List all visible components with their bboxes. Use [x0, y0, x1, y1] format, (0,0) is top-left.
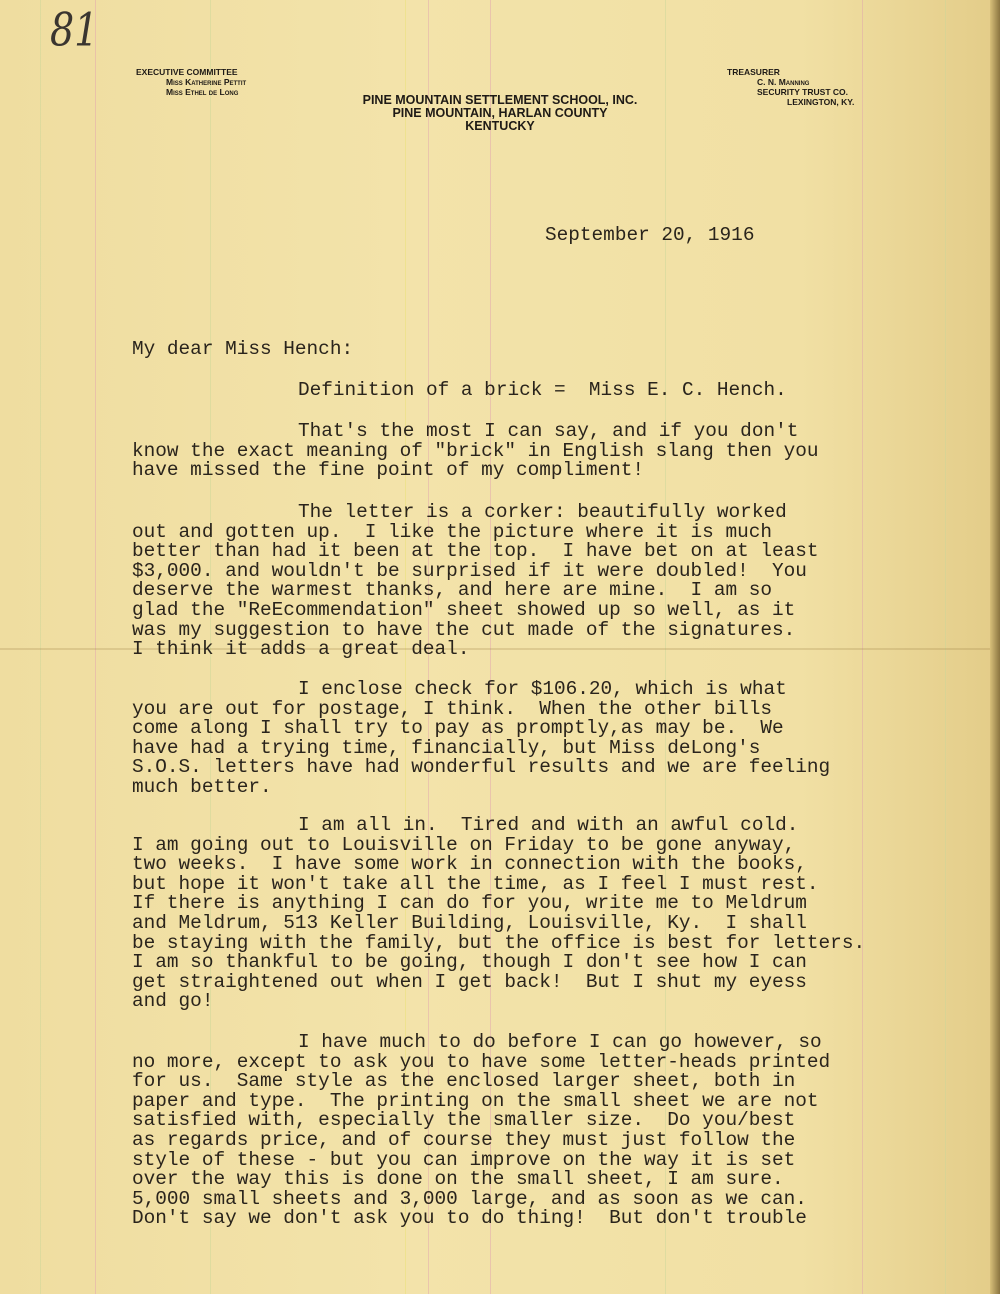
text-line: better than had it been at the top. I have bet on at least: [132, 540, 819, 563]
text-line: and Meldrum, 513 Keller Building, Louisville, Ky. I shall: [132, 911, 807, 934]
committee-title: EXECUTIVE COMMITTEE: [136, 67, 238, 77]
letterhead-treasurer: [727, 67, 854, 107]
text-line: I am going out to Louisville on Friday to be gone anyway,: [132, 833, 796, 856]
committee-member: Miss Ethel de Long: [166, 87, 239, 97]
text-line: The letter is a corker: beautifully worked: [298, 501, 787, 523]
text-line: as regards price, and of course they must just follow the: [132, 1128, 796, 1151]
text-line: two weeks. I have some work in connection with the books,: [132, 853, 807, 876]
text-line: much better.: [132, 775, 272, 798]
text-line: That's the most I can say, and if you don't: [298, 420, 799, 442]
paragraph-2: [132, 503, 819, 660]
text-line: no more, except to ask you to have some letter-heads printed: [132, 1050, 831, 1073]
treasurer-name: C. N. Manning: [757, 77, 810, 87]
text-line: over the way this is done on the small sheet, I am sure.: [132, 1168, 784, 1191]
text-line: I think it adds a great deal.: [132, 638, 470, 661]
text-line: deserve the warmest thanks, and here are mine. I am so: [132, 579, 772, 602]
text-line: but hope it won't take all the time, as I feel I must rest.: [132, 872, 819, 895]
text-line: have missed the fine point of my compliment!: [132, 459, 644, 482]
paper-edge: [990, 0, 1000, 1294]
page-number-handwritten: 81: [50, 3, 99, 57]
text-line: style of these - but you can improve on the way it is set: [132, 1148, 796, 1171]
paragraph-5: [132, 1033, 830, 1229]
text-line: get straightened out when I get back! But I shut my eyess: [132, 970, 807, 993]
paragraph-3: [132, 680, 830, 798]
treasurer-bank: SECURITY TRUST CO.: [757, 87, 848, 97]
treasurer-city: LEXINGTON, KY.: [787, 97, 855, 107]
text-line: satisfied with, especially the smaller size. Do you/best: [132, 1109, 796, 1132]
text-line: out and gotten up. I like the picture where it is much: [132, 520, 772, 543]
text-line: come along I shall try to pay as promptly,as may be. We: [132, 717, 784, 740]
text-line: have had a trying time, financially, but Miss deLong's: [132, 736, 761, 759]
org-name: PINE MOUNTAIN SETTLEMENT SCHOOL, INC.: [362, 93, 638, 107]
org-state: KENTUCKY: [465, 119, 535, 133]
text-line: was my suggestion to have the cut made of the signatures.: [132, 618, 796, 641]
text-line: be staying with the family, but the office is best for letters.: [132, 931, 866, 954]
text-line: paper and type. The printing on the small sheet we are not: [132, 1089, 819, 1112]
committee-member: Miss Katherine Pettit: [166, 77, 247, 87]
paragraph-1: [132, 422, 819, 481]
text-line: for us. Same style as the enclosed larger sheet, both in: [132, 1070, 796, 1093]
text-line: S.O.S. letters have had wonderful results and we are feeling: [132, 756, 831, 779]
text-line: know the exact meaning of "brick" in English slang then you: [132, 439, 819, 462]
paragraph-4: [132, 816, 865, 1012]
text-line: glad the "ReEcommendation" sheet showed up so well, as it: [132, 598, 796, 621]
text-line: 5,000 small sheets and 3,000 large, and as soon as we can.: [132, 1187, 807, 1210]
text-line: and go!: [132, 990, 214, 1013]
text-line: Don't say we don't ask you to do thing! But don't trouble: [132, 1207, 807, 1230]
text-line: $3,000. and wouldn't be surprised if it were doubled! You: [132, 559, 807, 582]
salutation: My dear Miss Hench:: [132, 338, 354, 360]
text-line: you are out for postage, I think. When the other bills: [132, 697, 772, 720]
letterhead-committee: [136, 67, 246, 97]
letter-date: September 20, 1916: [545, 224, 755, 246]
text-line: I enclose check for $106.20, which is what: [298, 678, 787, 700]
org-location: PINE MOUNTAIN, HARLAN COUNTY: [392, 106, 608, 120]
text-line: I am all in. Tired and with an awful cold.: [298, 814, 799, 836]
treasurer-title: TREASURER: [727, 67, 780, 77]
text-line: I have much to do before I can go however, so: [298, 1031, 822, 1053]
definition-line: Definition of a brick = Miss E. C. Hench.: [298, 379, 787, 401]
text-line: If there is anything I can do for you, write me to Meldrum: [132, 892, 807, 915]
text-line: I am so thankful to be going, though I don't see how I can: [132, 951, 807, 974]
